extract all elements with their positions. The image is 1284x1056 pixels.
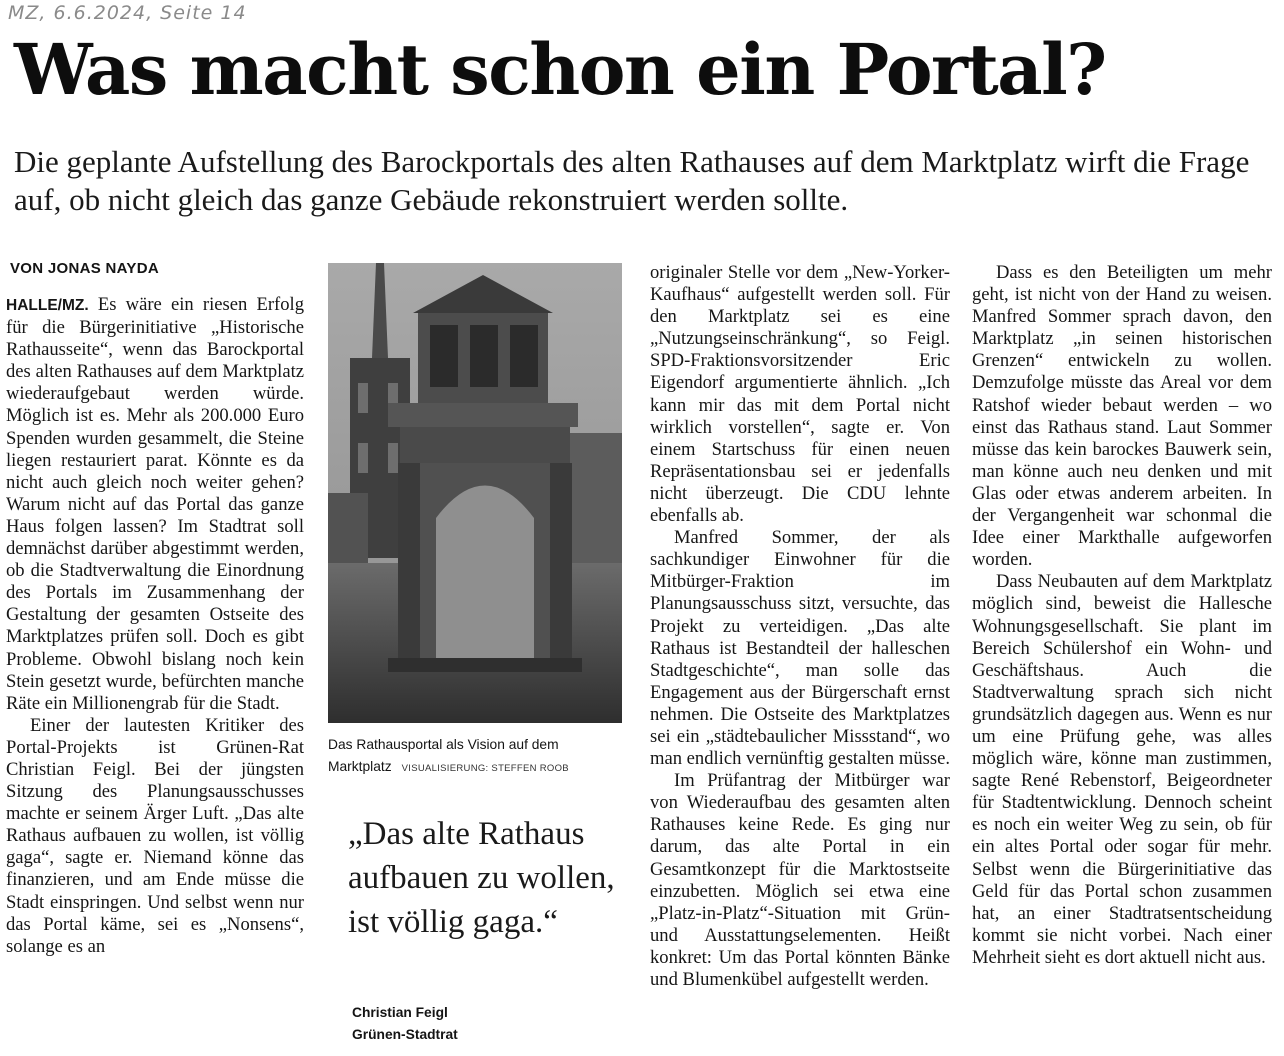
paragraph: Dass es den Beteiligten um mehr geht, ist nicht von der Hand zu weisen. Manfred Sommer sprach davon, den Marktplatz „in seinen historischen Grenzen“ entwickeln zu wollen. Demzufolge müsste das Areal vor dem Ratshof wieder bebaut werden – wo einst das Rathaus stand. Laut Sommer müsse das kein barockes Bauwerk sein, man könne auch neu denken und mit Glas oder etwas anderem arbeiten. In der Vergangenheit war schonmal die Idee einer Markthalle aufgeworfen worden. bbox=[972, 262, 1272, 571]
article-column-1 bbox=[6, 294, 304, 958]
paragraph: Einer der lautesten Kritiker des Portal-Projekts ist Grünen-Rat Christian Feigl. Bei der jüngsten Sitzung des Planungsausschusses machte er seinem Ärger Luft. „Das alte Rathaus aufbauen zu wollen, ist völlig gaga“, sagte er. Niemand könne das finanzieren, und am Ende müsse die Stadt einspringen. Und selbst wenn nur das Portal käme, sei es „Nonsens“, solange es an bbox=[6, 714, 304, 957]
paragraph-text: Es wäre ein riesen Erfolg für die Bürgerinitiative „Historische Rathausseite“, wenn das Barockportal des alten Rathauses auf dem Marktplatz wiederaufgebaut werden würde. Möglich ist es. Mehr als 200.000 Euro Spenden wurden gesammelt, die Steine liegen restauriert parat. Könnte es da nicht auch gleich noch weiter gehen? Warum nicht auf das Portal das ganze Haus folgen lassen? Im Stadtrat soll demnächst darüber abgestimmt werden, ob die Stadtverwaltung die Einordnung des Portals im Zusammenhang der Gestaltung der gesamten Ostseite des Marktplatzes prüfen soll. Doch es gibt Probleme. Obwohl bislang noch kein Stein gesetzt wurde, befürchten manche Räte ein Millionengrab für die Stadt. bbox=[6, 294, 304, 714]
quote-author-name: Christian Feigl bbox=[352, 1005, 448, 1020]
photo-credit: VISUALISIERUNG: STEFFEN ROOB bbox=[401, 763, 569, 774]
paragraph bbox=[6, 294, 304, 715]
paragraph: originaler Stelle vor dem „New-Yorker-Kaufhaus“ aufgestellt werden soll. Für den Marktplatz sei es eine „Nutzungseinschränkung“, so Feigl. SPD-Fraktionsvorsitzender Eric Eigendorf argumentierte ähnlich. „Ich kann mir das mit dem Portal nicht wirklich vorstellen“, sagte er. Von einem Startschuss für einen neuen Repräsentationsbau sei er jedenfalls nicht überzeugt. Die CDU lehnte ebenfalls ab. bbox=[650, 262, 950, 527]
paragraph: Manfred Sommer, der als sachkundiger Einwohner für die Mitbürger-Fraktion im Planungsausschuss sitzt, versuchte, das Projekt zu verteidigen. „Das alte Rathaus ist Bestandteil der halleschen Stadtgeschichte“, man solle das Engagement aus der Bürgerschaft ernst nehmen. Die Ostseite des Marktplatzes sei ein „städtebaulicher Missstand“, wo man endlich vernünftig gestalten müsse. bbox=[650, 527, 951, 770]
paragraph: Im Prüfantrag der Mitbürger war von Wiederaufbau des gesamten alten Rathauses keine Rede. Es ging nur darum, das alte Portal in ein Gesamtkonzept für die Marktostseite einzubetten. Möglich sei etwa eine „Platz-in-Platz“-Situation mit Grün- und Ausstattungselementen. Heißt konkret: Um das Portal könnten Bänke und Blumenkübel aufgestellt werden. bbox=[650, 770, 950, 990]
photo-caption bbox=[328, 734, 628, 780]
handwritten-source-note: MZ, 6.6.2024, Seite 14 bbox=[8, 2, 247, 24]
quote-author-role: Grünen-Stadtrat bbox=[352, 1027, 458, 1042]
article-column-4 bbox=[972, 262, 1272, 969]
article-photo bbox=[328, 263, 622, 723]
caption-text: Das Rathausportal als Vision auf dem Marktplatz bbox=[328, 737, 559, 774]
pull-quote-attribution bbox=[352, 1002, 458, 1046]
baroque-portal-image bbox=[328, 263, 622, 723]
paragraph: Dass Neubauten auf dem Marktplatz möglich sind, beweist die Hallesche Wohnungsgesellschaft. Sie plant im Bereich Schülershof ein Wohn- und Geschäftshaus. Auch die Stadtverwaltung sprach sich nicht grundsätzlich dagegen aus. Wenn es nur um eine Prüfung gehe, was alles möglich wäre, könne man zustimmen, sagte René Rebenstorf, Beigeordneter für Stadtentwicklung. Dennoch scheint es noch ein weiter Weg zu sein, ob für ein altes Portal oder sogar für mehr. Selbst wenn die Bürgerinitiative das Geld für das Portal schon zusammen hat, an einer Stadtratsentscheidung kommt sie nicht vorbei. Nach einer Mehrheit sieht es dort aktuell nicht aus. bbox=[972, 571, 1272, 968]
article-column-3 bbox=[650, 262, 950, 991]
subheadline: Die geplante Aufstellung des Barockportals des alten Rathauses auf dem Marktplatz wirft die Frage auf, ob nicht gleich das ganze Gebäude rekonstruiert werden sollte. bbox=[14, 144, 1250, 217]
byline: VON JONAS NAYDA bbox=[10, 260, 159, 277]
pull-quote: „Das alte Rathaus aufbauen zu wollen, ist völlig gaga.“ bbox=[348, 816, 615, 940]
headline: Was macht schon ein Portal? bbox=[14, 28, 1106, 111]
dateline: HALLE/MZ. bbox=[6, 297, 89, 314]
